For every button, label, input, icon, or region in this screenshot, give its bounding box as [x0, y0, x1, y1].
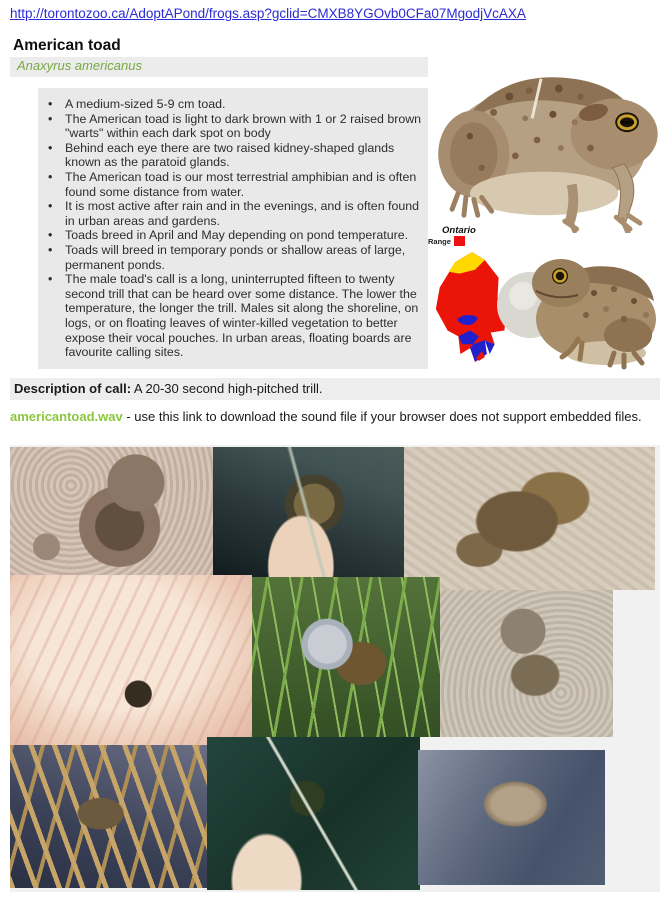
photo-toads-floating-in-water	[418, 750, 605, 885]
photo-toad-among-reeds	[10, 745, 207, 888]
range-region-label: Ontario	[442, 225, 476, 236]
photo-toad-burrowing-in-sand	[440, 590, 613, 737]
fact-item: • The male toad's call is a long, uninterrupted fifteen to twenty second trill that can be heard over some distance. The lower the temperature, the longer the trill. Males sit along the shoreline, on logs, or on floating leaves of winter-killed vegetation to better expose their vocal pouches. In urban areas, floating boards are favourite calling sites.	[38, 272, 422, 360]
facts-list	[38, 88, 428, 369]
species-name: Anaxyrus americanus	[17, 58, 142, 73]
call-description-text: A 20-30 second high-pitched trill.	[131, 381, 323, 396]
photo-calling-toad-in-grass	[252, 577, 440, 737]
photo-toad-buried-in-soil	[10, 447, 213, 575]
fact-item: • The American toad is light to dark brown with 1 or 2 raised brown "warts" within each dark spot on body	[38, 112, 422, 141]
photo-collage	[10, 445, 660, 892]
toad-illustration-panel	[428, 55, 660, 395]
photo-finger-touching-toadlet-in-water	[213, 447, 404, 577]
page-title: American toad	[13, 37, 121, 54]
photo-hand-holding-toadlet-over-water	[207, 737, 420, 890]
facts-list-box	[38, 88, 428, 369]
range-color-swatch	[454, 236, 465, 246]
call-description-bar	[10, 378, 660, 400]
sound-file-note: - use this link to download the sound file if your browser does not support embedded files.	[122, 409, 642, 424]
photo-toadlet-on-palm	[10, 575, 252, 745]
photo-mating-toads-on-sand	[404, 447, 655, 590]
source-url-link[interactable]: http://torontozoo.ca/AdoptAPond/frogs.asp?gclid=CMXB8YGOvb0CFa07MgodjVcAXA	[10, 6, 526, 21]
fact-item: • Toads will breed in temporary ponds or shallow areas of large, permanent ponds.	[38, 243, 422, 272]
fact-item: • The American toad is our most terrestrial amphibian and is often found some distance from water.	[38, 170, 422, 199]
fact-item: • A medium-sized 5-9 cm toad.	[38, 97, 422, 112]
fact-item: • It is most active after rain and in the evenings, and is often found in urban areas and gardens.	[38, 199, 422, 228]
range-legend	[428, 225, 488, 246]
range-word-label: Range	[428, 236, 451, 246]
calling-toad-illustration	[494, 231, 660, 371]
call-description-label: Description of call:	[14, 381, 132, 396]
fact-item: • Toads breed in April and May depending on pond temperature.	[38, 228, 422, 243]
fact-item: • Behind each eye there are two raised kidney-shaped glands known as the paratoid glands.	[38, 141, 422, 170]
sound-file-link[interactable]: americantoad.wav	[10, 409, 123, 424]
adult-toad-illustration	[430, 57, 660, 233]
sound-file-line	[10, 409, 660, 424]
